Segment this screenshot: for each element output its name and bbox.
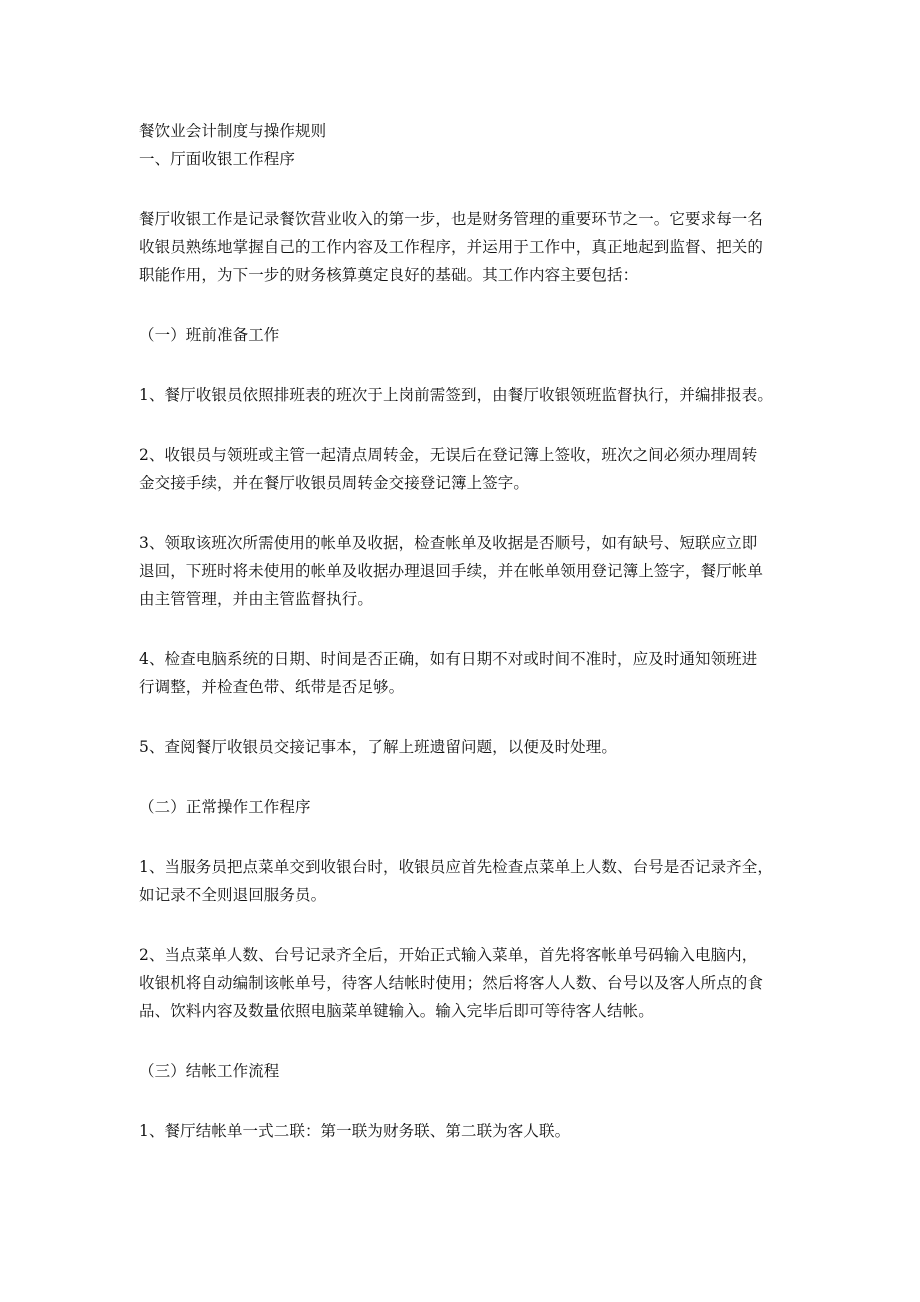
list-item-line: 收银机将自动编制该帐单号，待客人结帐时使用；然后将客人人数、台号以及客人所点的食 (139, 974, 764, 992)
list-item-line: 2、当点菜单人数、台号记录齐全后，开始正式输入菜单，首先将客帐单号码输入电脑内， (139, 946, 758, 964)
list-item (139, 529, 789, 613)
list-item (139, 645, 789, 701)
intro-line: 收银员熟练地掌握自己的工作内容及工作程序，并运用于工作中，真正地起到监督、把关的 (139, 238, 764, 256)
intro-paragraph (139, 205, 789, 289)
subsection-heading-checkout: （三）结帐工作流程 (139, 1062, 280, 1080)
list-item (139, 733, 789, 761)
list-item-line: 如记录不全则退回服务员。 (139, 886, 327, 904)
list-item-line: 退回，下班时将未使用的帐单及收据办理退回手续，并在帐单领用登记簿上签字，餐厅帐单 (139, 562, 764, 580)
list-item-line: 品、饮料内容及数量依照电脑菜单键输入。输入完毕后即可等待客人结帐。 (139, 1002, 654, 1020)
list-item-line: 3、领取该班次所需使用的帐单及收据，检查帐单及收据是否顺号，如有缺号、短联应立即 (139, 534, 758, 552)
subsection-heading-prep: （一）班前准备工作 (139, 326, 280, 344)
list-item-line: 1、当服务员把点菜单交到收银台时，收银员应首先检查点菜单上人数、台号是否记录齐全， (139, 858, 773, 876)
document-title: 餐饮业会计制度与操作规则 (139, 122, 327, 140)
section-heading: 一、厅面收银工作程序 (139, 150, 296, 168)
list-item-line: 5、查阅餐厅收银员交接记事本，了解上班遗留问题，以便及时处理。 (139, 738, 617, 756)
list-item-line: 2、收银员与领班或主管一起清点周转金，无误后在登记簿上签收，班次之间必须办理周转 (139, 446, 758, 464)
list-item-line: 1、餐厅结帐单一式二联：第一联为财务联、第二联为客人联。 (139, 1122, 571, 1140)
list-item-line: 4、检查电脑系统的日期、时间是否正确，如有日期不对或时间不准时，应及时通知领班进 (139, 650, 758, 668)
list-item (139, 941, 789, 1025)
list-item (139, 853, 789, 909)
subsection-heading-operation: （二）正常操作工作程序 (139, 798, 311, 816)
list-item-line: 由主管管理，并由主管监督执行。 (139, 590, 374, 608)
list-item (139, 1117, 789, 1145)
list-item (139, 381, 789, 409)
intro-line: 职能作用，为下一步的财务核算奠定良好的基础。其工作内容主要包括： (139, 266, 639, 284)
document-body (139, 117, 789, 1145)
list-item (139, 441, 789, 497)
list-item-line: 金交接手续，并在餐厅收银员周转金交接登记簿上签字。 (139, 474, 530, 492)
list-item-line: 1、餐厅收银员依照排班表的班次于上岗前需签到，由餐厅收银领班监督执行，并编排报表。 (139, 386, 773, 404)
list-item-line: 行调整，并检查色带、纸带是否足够。 (139, 678, 405, 696)
intro-line: 餐厅收银工作是记录餐饮营业收入的第一步，也是财务管理的重要环节之一。它要求每一名 (139, 210, 764, 228)
